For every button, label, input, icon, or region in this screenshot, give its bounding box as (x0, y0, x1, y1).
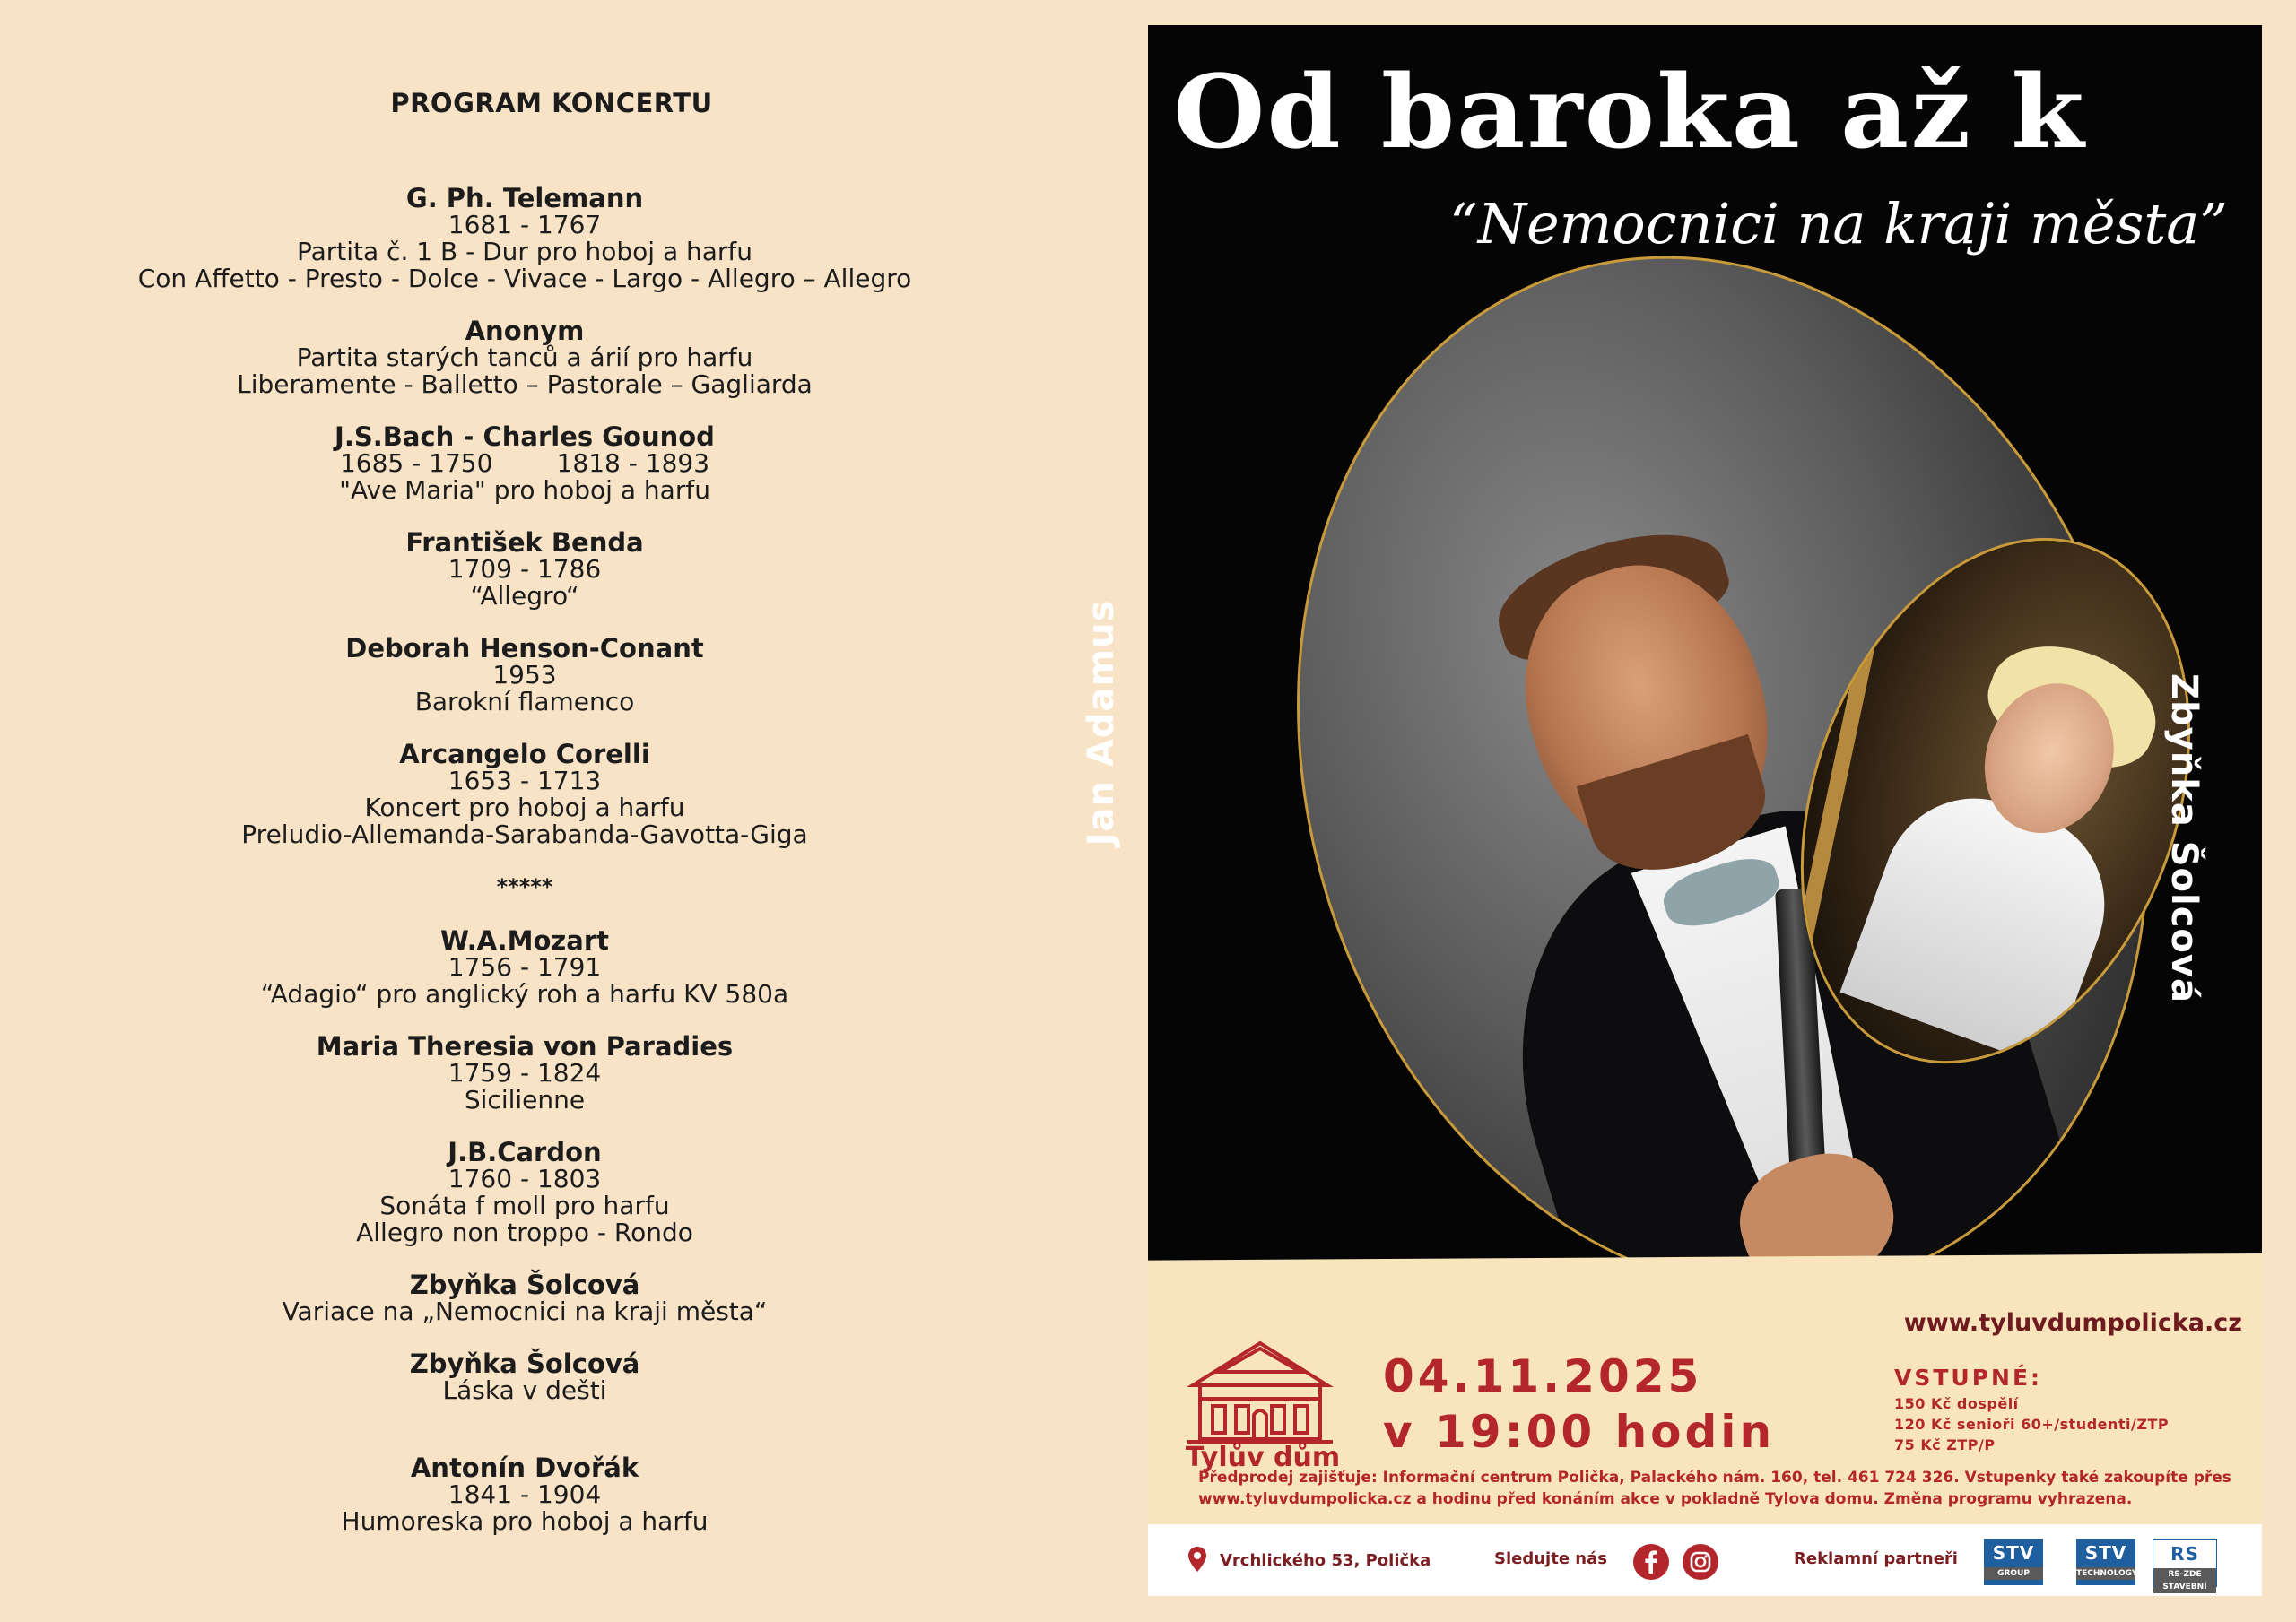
piece-detail: Barokní flamenco (414, 687, 635, 716)
sponsor-name: STV (1992, 1542, 2035, 1564)
piece-detail: Partita č. 1 B - Dur pro hoboj a harfu (296, 237, 753, 266)
sponsor-logo-stv-technology (2076, 1539, 2138, 1585)
piece-detail: Liberamente - Balletto – Pastorale – Gagliarda (237, 369, 813, 399)
theatre-building-icon (1184, 1336, 1336, 1448)
poster-subtitle: “Nemocnici na kraji města” (1449, 191, 2228, 256)
composer-name: Anonym (465, 316, 585, 346)
sponsor-name: STV (2084, 1542, 2127, 1564)
composer-name: J.S.Bach - Charles Gounod (335, 421, 715, 452)
piece-detail: 1953 (492, 660, 557, 690)
piece-detail: Sicilienne (464, 1085, 586, 1115)
admission-price: 150 Kč dospělí (1894, 1395, 2019, 1412)
program-item (0, 1139, 1049, 1246)
event-date: 04.11.2025 (1383, 1350, 1703, 1402)
location-pin-icon (1187, 1546, 1207, 1573)
venue-logo-label: Tylův dům (1185, 1442, 1341, 1473)
piece-detail: Allegro non troppo - Rondo (356, 1218, 693, 1247)
piece-detail: Preludio-Allemanda-Sarabanda-Gavotta-Giga (241, 820, 808, 849)
program-list (0, 185, 1049, 1560)
performer-name-jan: Jan Adamus (1081, 599, 1122, 846)
sponsor-name: RS (2170, 1543, 2199, 1565)
program-item (0, 529, 1049, 610)
composer-name: Zbyňka Šolcová (409, 1349, 640, 1379)
sponsor-logo-rs (2152, 1539, 2217, 1592)
composer-name: Maria Theresia von Paradies (316, 1031, 734, 1062)
piece-detail: 1760 - 1803 (448, 1164, 602, 1193)
sponsor-sub: GROUP (1984, 1567, 2043, 1580)
piece-detail: 1681 - 1767 (448, 210, 602, 239)
program-panel (0, 0, 1049, 1622)
program-item (0, 317, 1049, 398)
composer-name: Antonín Dvořák (410, 1453, 639, 1483)
event-time: v 19:00 hodin (1383, 1406, 1776, 1458)
piece-detail: Variace na „Nemocnici na kraji města“ (282, 1297, 768, 1326)
piece-detail: “Adagio“ pro anglický roh a harfu KV 580a (260, 979, 789, 1009)
composer-name: W.A.Mozart (439, 925, 610, 956)
program-item (0, 1454, 1049, 1535)
performer-name-zbynka: Zbyňka Šolcová (2163, 673, 2205, 1003)
piece-detail: 1709 - 1786 (448, 554, 602, 584)
sponsor-sub: RS-ZDE STAVEBNÍ (2153, 1568, 2216, 1593)
program-item (0, 423, 1049, 504)
instagram-icon[interactable] (1682, 1543, 1719, 1581)
sponsor-sub: TECHNOLOGY (2076, 1569, 2138, 1578)
piece-detail: Con Affetto - Presto - Dolce - Vivace - Largo - Allegro – Allegro (137, 264, 912, 293)
composer-name: J.B.Cardon (448, 1137, 602, 1167)
composer-name: Arcangelo Corelli (399, 739, 650, 769)
follow-label: Sledujte nás (1494, 1549, 1607, 1568)
admission-price: 120 Kč senioři 60+/studenti/ZTP (1894, 1416, 2170, 1433)
website-link[interactable]: www.tyluvdumpolicka.cz (1903, 1309, 2242, 1337)
program-title: PROGRAM KONCERTU (390, 88, 713, 118)
facebook-icon[interactable] (1632, 1543, 1670, 1581)
venue-address: Vrchlického 53, Polička (1220, 1551, 1431, 1570)
admission-title: VSTUPNÉ: (1894, 1365, 2043, 1391)
presale-info: www.tyluvdumpolicka.cz a hodinu před konáním akce v pokladně Tylova domu. Změna programu vyhrazena. (1198, 1490, 2133, 1508)
piece-detail: 1685 - 1750 1818 - 1893 (339, 448, 710, 478)
piece-detail: Humoreska pro hoboj a harfu (341, 1506, 709, 1536)
piece-detail: Koncert pro hoboj a harfu (364, 793, 685, 822)
piece-detail: "Ave Maria" pro hoboj a harfu (339, 475, 710, 505)
intermission-separator: ***** (496, 874, 553, 899)
composer-name: Zbyňka Šolcová (409, 1270, 640, 1300)
composer-name: Deborah Henson-Conant (345, 633, 704, 664)
piece-detail: 1841 - 1904 (448, 1479, 602, 1509)
composer-name: František Benda (405, 527, 644, 558)
program-item (0, 1350, 1049, 1404)
piece-detail: 1756 - 1791 (448, 952, 602, 982)
program-item (0, 185, 1049, 292)
concert-poster (1148, 25, 2262, 1596)
poster-headline: Od baroka až k (1173, 54, 2086, 171)
piece-detail: Partita starých tanců a árií pro harfu (296, 343, 753, 372)
piece-detail: “Allegro“ (470, 581, 579, 611)
program-item (0, 1033, 1049, 1114)
piece-detail: Láska v dešti (442, 1375, 607, 1405)
program-item (0, 635, 1049, 716)
sponsor-logo-stv-group (1984, 1539, 2043, 1585)
presale-info: Předprodej zajišťuje: Informační centrum Polička, Palackého nám. 160, tel. 461 724 326. Vstupenky také zakoupíte přes (1198, 1469, 2231, 1487)
piece-detail: Sonáta f moll pro harfu (379, 1191, 670, 1220)
composer-name: G. Ph. Telemann (405, 183, 644, 213)
piece-detail: 1653 - 1713 (448, 766, 602, 795)
program-item (0, 741, 1049, 848)
piece-detail: 1759 - 1824 (448, 1058, 602, 1088)
program-item (0, 1271, 1049, 1325)
admission-price: 75 Kč ZTP/P (1894, 1436, 1996, 1453)
program-item (0, 927, 1049, 1008)
partners-label: Reklamní partneři (1794, 1549, 1958, 1568)
